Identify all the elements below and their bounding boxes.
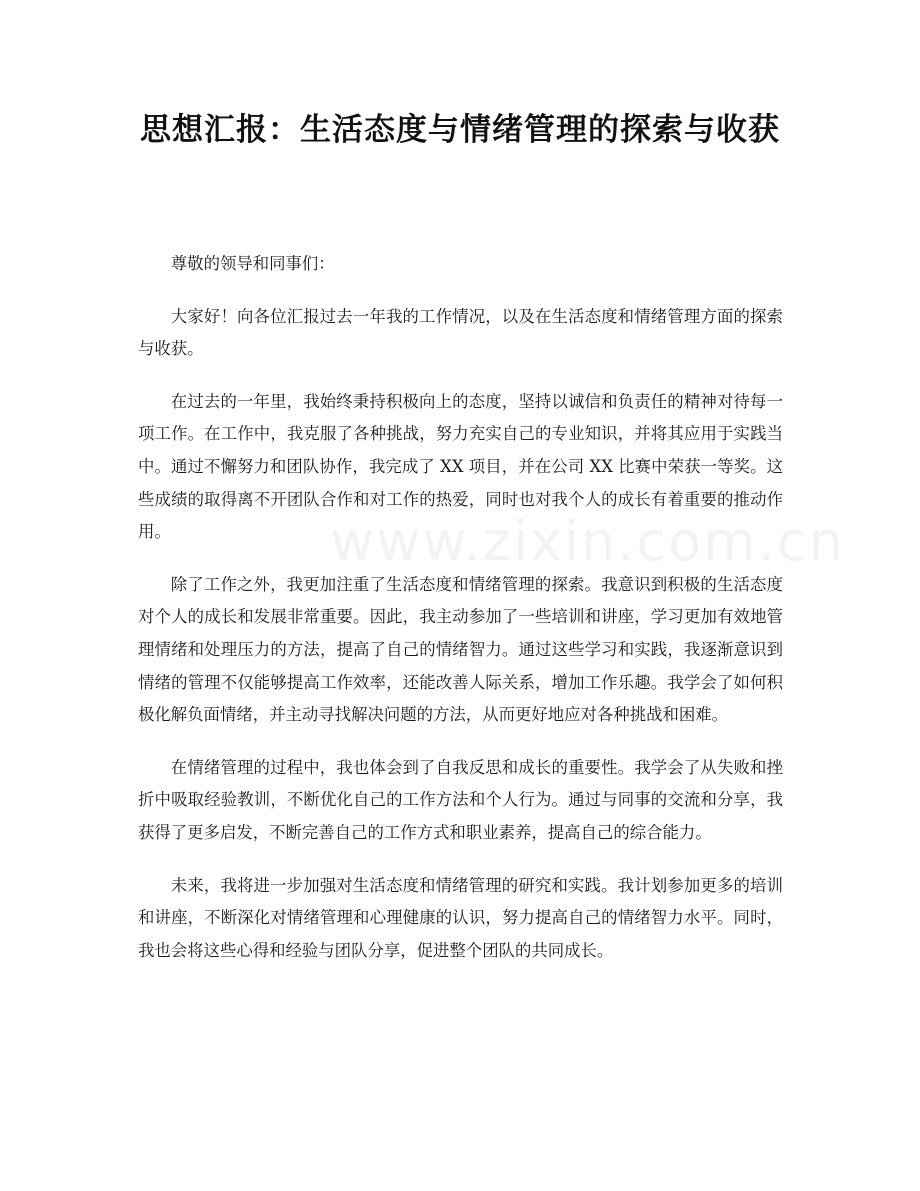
paragraph-work-summary: 在过去的一年里，我始终秉持积极向上的态度，坚持以诚信和负责任的精神对待每一项工作。在工作中，我克服了各种挑战，努力充实自己的专业知识，并将其应用于实践当中。通过不懈努力和团队协作，我完成了 XX 项目，并在公司 XX 比赛中荣获一等奖。这些成绩的取得离不开团队合作和对工作的热爱，同时也对我个人的成长有着重要的推动作用。: [138, 391, 783, 542]
paragraph-greeting: 大家好！向各位汇报过去一年我的工作情况，以及在生活态度和情绪管理方面的探索与收获。: [138, 306, 783, 359]
document-title: 思想汇报：生活态度与情绪管理的探索与收获: [140, 112, 780, 148]
salutation: 尊敬的领导和同事们：: [170, 254, 335, 273]
paragraph-emotion-exploration: 除了工作之外，我更加注重了生活态度和情绪管理的探索。我意识到积极的生活态度对个人的成长和发展非常重要。因此，我主动参加了一些培训和讲座，学习更加有效地管理情绪和处理压力的方法，提高了自己的情绪智力。通过这些学习和实践，我逐渐意识到情绪的管理不仅能够提高工作效率，还能改善人际关系，增加工作乐趣。我学会了如何积极化解负面情绪，并主动寻找解决问题的方法，从而更好地应对各种挑战和困难。: [138, 574, 783, 725]
paragraph-future-plan: 未来，我将进一步加强对生活态度和情绪管理的研究和实践。我计划参加更多的培训和讲座，不断深化对情绪管理和心理健康的认识，努力提高自己的情绪智力水平。同时，我也会将这些心得和经验与团队分享，促进整个团队的共同成长。: [138, 875, 783, 960]
document-body: [138, 248, 783, 987]
paragraph-self-reflection: 在情绪管理的过程中，我也体会到了自我反思和成长的重要性。我学会了从失败和挫折中吸取经验教训，不断优化自己的工作方法和个人行为。通过与同事的交流和分享，我获得了更多启发，不断完善自己的工作方式和职业素养，提高自己的综合能力。: [138, 757, 783, 842]
